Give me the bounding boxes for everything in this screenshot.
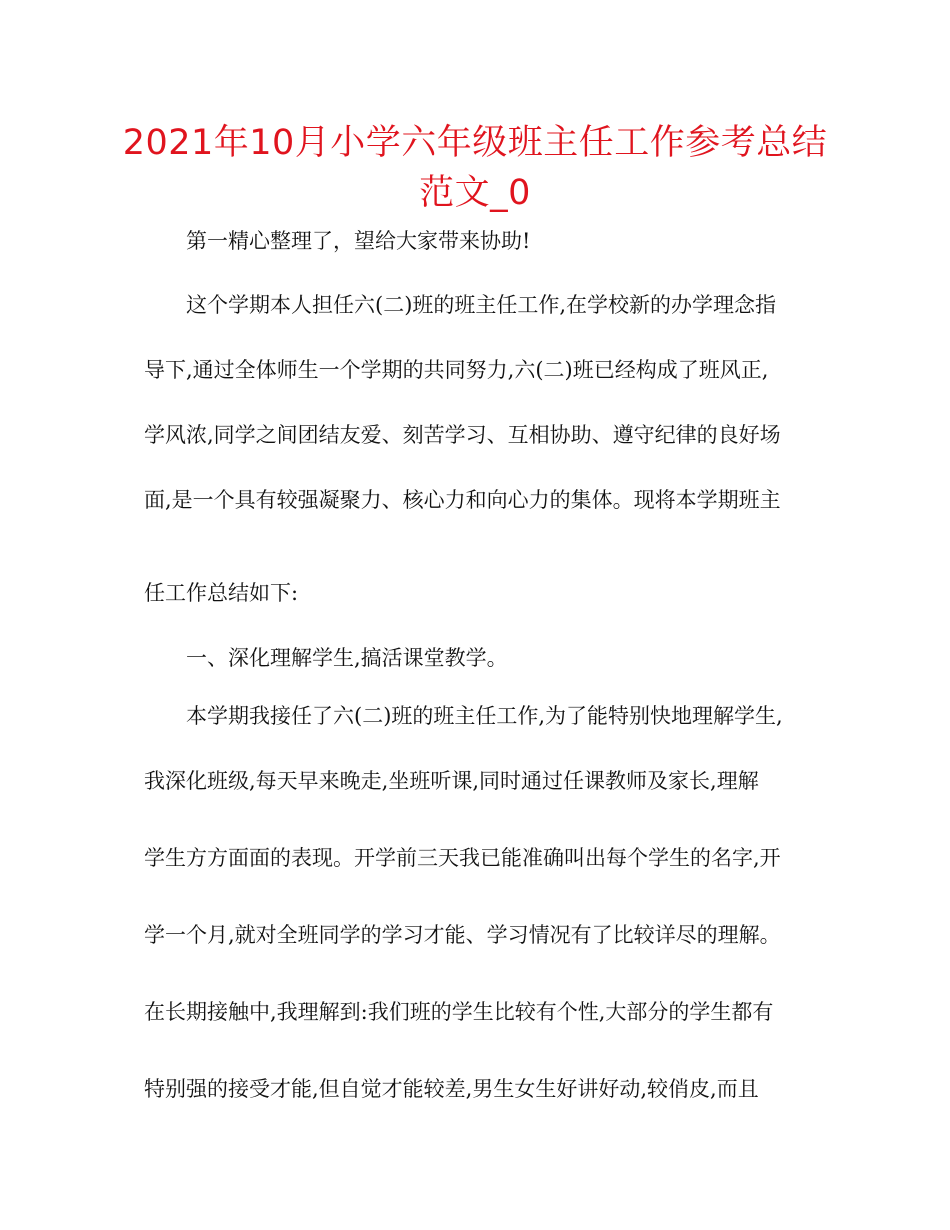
paragraph-line: 导下,通过全体师生一个学期的共同努力,六(二)班已经构成了班风正, xyxy=(144,358,769,382)
paragraph-line: 特别强的接受才能,但自觉才能较差,男生女生好讲好动,较俏皮,而且 xyxy=(144,1077,759,1101)
paragraph-line: 第一精心整理了，望给大家带来协助! xyxy=(186,229,531,253)
paragraph-line: 面,是一个具有较强凝聚力、核心力和向心力的集体。现将本学期班主 xyxy=(144,488,781,512)
document-title: 2021年10月小学六年级班主任工作参考总结范文_0 xyxy=(122,123,828,213)
paragraph-line: 学生方方面面的表现。开学前三天我已能准确叫出每个学生的名字,开 xyxy=(144,846,781,870)
paragraph-line: 我深化班级,每天早来晚走,坐班听课,同时通过任课教师及家长,理解 xyxy=(144,769,759,793)
paragraph-line: 学风浓,同学之间团结友爱、刻苦学习、互相协助、遵守纪律的良好场 xyxy=(144,423,781,447)
paragraph-line: 在长期接触中,我理解到:我们班的学生比较有个性,大部分的学生都有 xyxy=(144,1000,774,1024)
paragraph-line: 本学期我接任了六(二)班的班主任工作,为了能特别快地理解学生, xyxy=(186,704,783,728)
paragraph-line: 这个学期本人担任六(二)班的班主任工作,在学校新的办学理念指 xyxy=(186,293,777,317)
paragraph-line: 学一个月,就对全班同学的学习才能、学习情况有了比较详尽的理解。 xyxy=(144,923,781,947)
paragraph-line: 任工作总结如下: xyxy=(144,581,299,605)
paragraph-line: 一、深化理解学生,搞活课堂教学。 xyxy=(186,646,508,670)
